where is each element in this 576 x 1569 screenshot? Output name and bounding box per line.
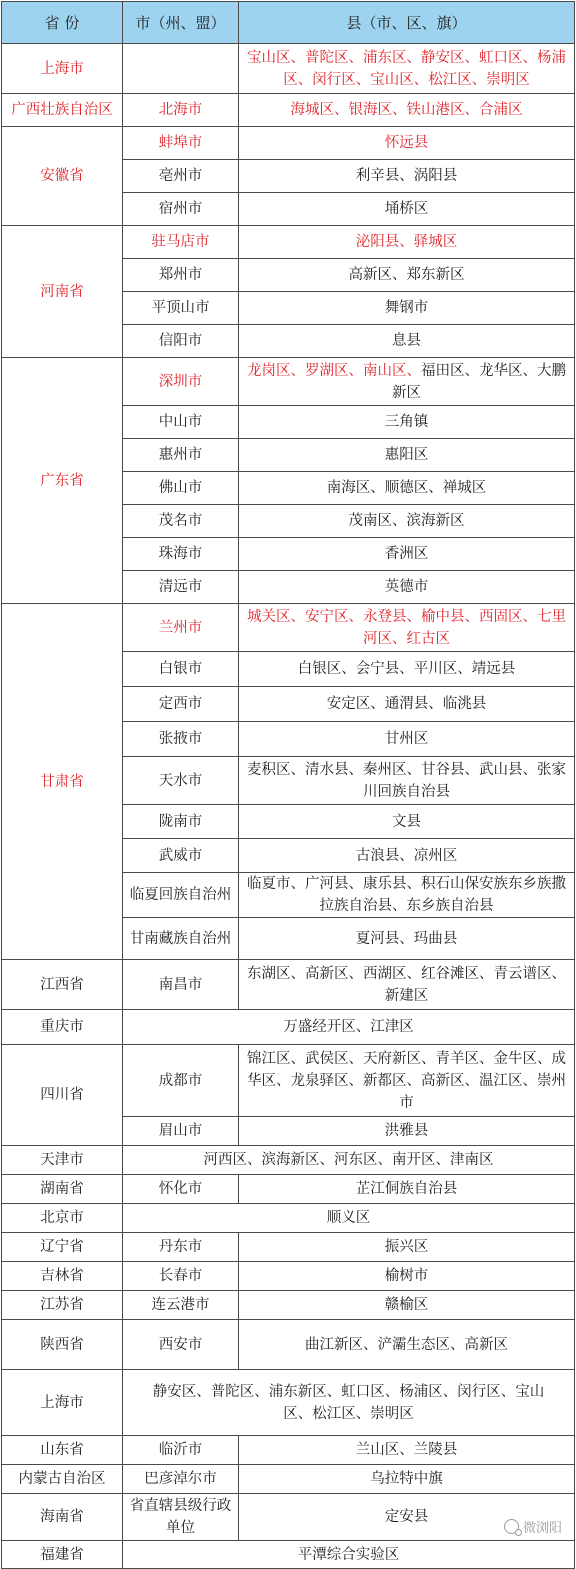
county-cell: 高新区、郑东新区 — [239, 259, 575, 292]
city-cell: 临夏回族自治州 — [123, 873, 239, 918]
county-cell: 三角镇 — [239, 406, 575, 439]
county-red-text: 宝山区、普陀区、浦东区、静安区、虹口区、杨浦区、闵行区、宝山区、松江区、崇明区 — [247, 49, 566, 88]
city-cell: 中山市 — [123, 406, 239, 439]
city-cell: 怀化市 — [123, 1175, 239, 1204]
county-cell: 城关区、安宁区、永登县、榆中县、西固区、七里河区、红古区 — [239, 604, 575, 652]
county-red-text: 龙岗区、罗湖区、南山区、 — [247, 362, 421, 379]
city-cell: 惠州市 — [123, 439, 239, 472]
city-cell: 临沂市 — [123, 1436, 239, 1465]
province-cell: 上海市 — [2, 1370, 123, 1436]
province-cell: 江西省 — [2, 960, 123, 1010]
county-cell: 怀远县 — [239, 127, 575, 160]
table-row — [2, 604, 575, 652]
province-cell: 河南省 — [2, 226, 123, 358]
county-cell: 南海区、顺德区、禅城区 — [239, 472, 575, 505]
county-cell: 惠阳区 — [239, 439, 575, 472]
city-cell: 成都市 — [123, 1045, 239, 1117]
county-cell: 万盛经开区、江津区 — [123, 1010, 575, 1045]
city-cell: 眉山市 — [123, 1117, 239, 1146]
county-cell: 振兴区 — [239, 1233, 575, 1262]
watermark — [504, 1517, 562, 1536]
county-cell: 舞钢市 — [239, 292, 575, 325]
county-cell: 利辛县、涡阳县 — [239, 160, 575, 193]
table-row — [2, 127, 575, 160]
county-cell: 古浪县、凉州区 — [239, 839, 575, 873]
table-row — [2, 1291, 575, 1320]
county-cell: 曲江新区、浐灞生态区、高新区 — [239, 1320, 575, 1370]
province-cell: 北京市 — [2, 1204, 123, 1233]
province-cell: 陕西省 — [2, 1320, 123, 1370]
table-row — [2, 1465, 575, 1494]
table-row — [2, 358, 575, 406]
province-cell: 内蒙古自治区 — [2, 1465, 123, 1494]
province-cell: 吉林省 — [2, 1262, 123, 1291]
county-cell: 麦积区、清水县、秦州区、甘谷县、武山县、张家川回族自治县 — [239, 757, 575, 805]
table-row — [2, 1175, 575, 1204]
city-cell — [123, 44, 239, 94]
city-cell: 陇南市 — [123, 805, 239, 839]
table-header-row — [2, 2, 575, 44]
county-cell: 平潭综合实验区 — [123, 1541, 575, 1569]
county-cell: 东湖区、高新区、西湖区、红谷滩区、青云谱区、新建区 — [239, 960, 575, 1010]
county-cell: 芷江侗族自治县 — [239, 1175, 575, 1204]
province-cell: 四川省 — [2, 1045, 123, 1146]
city-cell: 蚌埠市 — [123, 127, 239, 160]
city-cell: 清远市 — [123, 571, 239, 604]
county-cell: 海城区、银海区、铁山港区、合浦区 — [239, 94, 575, 127]
province-cell: 广东省 — [2, 358, 123, 604]
city-cell: 定西市 — [123, 687, 239, 722]
city-cell: 深圳市 — [123, 358, 239, 406]
province-cell: 安徽省 — [2, 127, 123, 226]
county-cell: 顺义区 — [123, 1204, 575, 1233]
county-cell: 埇桥区 — [239, 193, 575, 226]
table-row — [2, 44, 575, 94]
county-cell — [239, 358, 575, 406]
city-cell: 驻马店市 — [123, 226, 239, 259]
county-cell: 赣榆区 — [239, 1291, 575, 1320]
city-cell: 平顶山市 — [123, 292, 239, 325]
table-row — [2, 1010, 575, 1045]
city-cell: 郑州市 — [123, 259, 239, 292]
county-cell: 乌拉特中旗 — [239, 1465, 575, 1494]
watermark-text: 微浏阳 — [522, 1521, 562, 1536]
city-cell: 信阳市 — [123, 325, 239, 358]
county-cell: 息县 — [239, 325, 575, 358]
table-row — [2, 1436, 575, 1465]
city-cell: 张掖市 — [123, 722, 239, 757]
county-cell: 英德市 — [239, 571, 575, 604]
province-cell: 辽宁省 — [2, 1233, 123, 1262]
table-row — [2, 960, 575, 1010]
county-cell: 夏河县、玛曲县 — [239, 918, 575, 960]
county-cell: 洪雅县 — [239, 1117, 575, 1146]
header-city: 市（州、盟） — [123, 2, 239, 44]
county-text: 福田区、龙华区、大鹏新区 — [392, 362, 566, 401]
province-cell: 福建省 — [2, 1541, 123, 1569]
province-cell: 重庆市 — [2, 1010, 123, 1045]
table-row — [2, 1541, 575, 1569]
county-cell: 茂南区、滨海新区 — [239, 505, 575, 538]
table-row — [2, 1233, 575, 1262]
table-row — [2, 1262, 575, 1291]
table-row — [2, 1146, 575, 1175]
province-cell: 广西壮族自治区 — [2, 94, 123, 127]
table-row — [2, 226, 575, 259]
city-cell: 甘南藏族自治州 — [123, 918, 239, 960]
table-row — [2, 1320, 575, 1370]
city-cell: 省直辖县级行政单位 — [123, 1494, 239, 1541]
city-cell: 武威市 — [123, 839, 239, 873]
county-cell: 河西区、滨海新区、河东区、南开区、津南区 — [123, 1146, 575, 1175]
table-row — [2, 1370, 575, 1436]
region-table — [1, 1, 575, 1569]
county-cell: 锦江区、武侯区、天府新区、青羊区、金牛区、成华区、龙泉驿区、新都区、高新区、温江区、崇州市 — [239, 1045, 575, 1117]
province-cell: 天津市 — [2, 1146, 123, 1175]
header-province: 省 份 — [2, 2, 123, 44]
county-cell: 香洲区 — [239, 538, 575, 571]
table-row — [2, 1204, 575, 1233]
county-cell: 临夏市、广河县、康乐县、积石山保安族东乡族撒拉族自治县、东乡族自治县 — [239, 873, 575, 918]
header-county: 县（市、区、旗） — [239, 2, 575, 44]
county-cell: 静安区、普陀区、浦东新区、虹口区、杨浦区、闵行区、宝山区、松江区、崇明区 — [123, 1370, 575, 1436]
city-cell: 宿州市 — [123, 193, 239, 226]
city-cell: 天水市 — [123, 757, 239, 805]
county-cell: 白银区、会宁县、平川区、靖远县 — [239, 652, 575, 687]
county-cell — [239, 44, 575, 94]
county-cell: 文县 — [239, 805, 575, 839]
city-cell: 亳州市 — [123, 160, 239, 193]
table-row — [2, 1494, 575, 1541]
province-cell: 江苏省 — [2, 1291, 123, 1320]
city-cell: 西安市 — [123, 1320, 239, 1370]
table-row — [2, 1045, 575, 1117]
city-cell: 珠海市 — [123, 538, 239, 571]
wechat-logo-icon — [504, 1519, 519, 1534]
province-cell: 上海市 — [2, 44, 123, 94]
city-cell: 茂名市 — [123, 505, 239, 538]
province-cell: 湖南省 — [2, 1175, 123, 1204]
city-cell: 白银市 — [123, 652, 239, 687]
city-cell: 连云港市 — [123, 1291, 239, 1320]
city-cell: 丹东市 — [123, 1233, 239, 1262]
province-cell: 甘肃省 — [2, 604, 123, 960]
city-cell: 长春市 — [123, 1262, 239, 1291]
city-cell: 佛山市 — [123, 472, 239, 505]
city-cell: 兰州市 — [123, 604, 239, 652]
city-cell: 巴彦淖尔市 — [123, 1465, 239, 1494]
province-cell: 海南省 — [2, 1494, 123, 1541]
city-cell: 北海市 — [123, 94, 239, 127]
county-cell: 泌阳县、驿城区 — [239, 226, 575, 259]
county-cell: 甘州区 — [239, 722, 575, 757]
table-row — [2, 94, 575, 127]
province-cell: 山东省 — [2, 1436, 123, 1465]
county-cell: 定安县 — [239, 1494, 575, 1541]
city-cell: 南昌市 — [123, 960, 239, 1010]
county-cell: 安定区、通渭县、临洮县 — [239, 687, 575, 722]
county-cell: 兰山区、兰陵县 — [239, 1436, 575, 1465]
county-cell: 榆树市 — [239, 1262, 575, 1291]
